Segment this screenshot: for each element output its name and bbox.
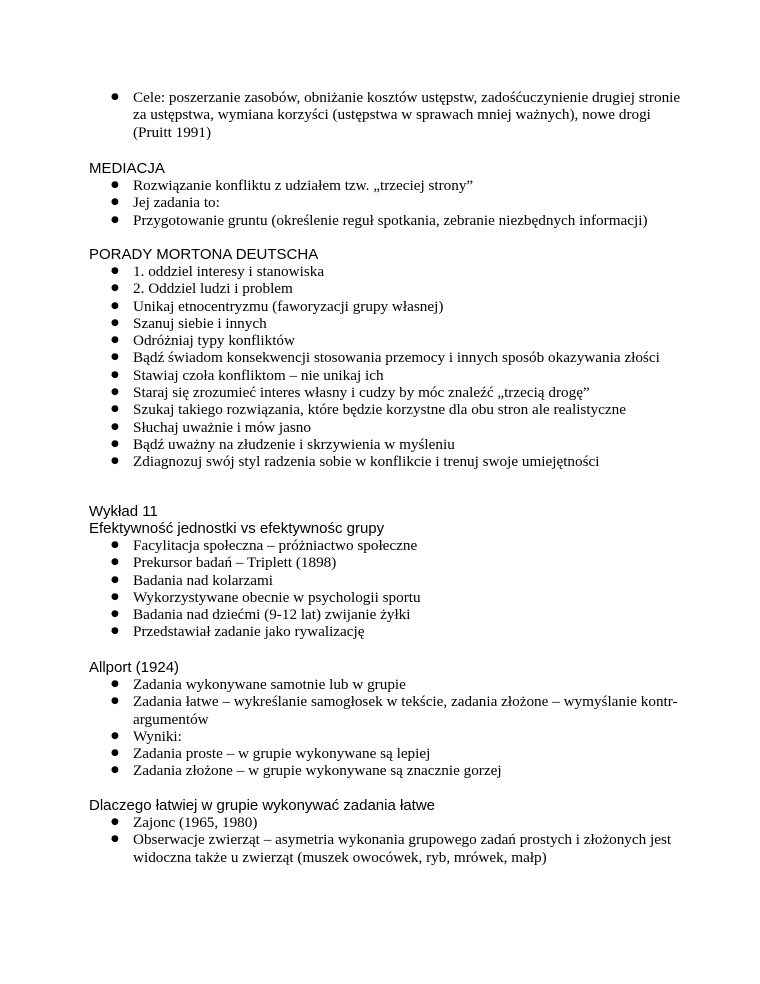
list-item: ● Przygotowanie gruntu (określenie reguł spotkania, zebranie niezbędnych informacji) <box>89 212 689 229</box>
list-item: ● Badania nad dziećmi (9-12 lat) zwijanie żyłki <box>89 606 689 623</box>
list-item: ● Cele: poszerzanie zasobów, obniżanie kosztów ustępstw, zadośćuczynienie drugiej stronie za ustępstwa, wymiana korzyści (ustępstwa w sprawach mniej ważnych), nowe drogi (Pruitt 1991) <box>89 89 689 141</box>
section-heading-allport: Allport (1924) <box>89 659 180 676</box>
list-item: ● 2. Oddziel ludzi i problem <box>89 280 689 297</box>
section-heading-porady: PORADY MORTONA DEUTSCHA <box>89 246 319 263</box>
dlaczego-section <box>89 797 689 866</box>
list-item: ● Zadania proste – w grupie wykonywane są lepiej <box>89 745 689 762</box>
list-item: ● Wykorzystywane obecnie w psychologii sportu <box>89 589 689 606</box>
list-item: ● Wyniki: <box>89 728 689 745</box>
list-item: ● Rozwiązanie konfliktu z udziałem tzw. „trzeciej strony” <box>89 177 689 194</box>
list-item: ● Stawiaj czoła konfliktom – nie unikaj ich <box>89 367 689 384</box>
list-item: ● Szukaj takiego rozwiązania, które będzie korzystne dla obu stron ale realistyczne <box>89 401 689 418</box>
list-item: ● Zdiagnozuj swój styl radzenia sobie w konflikcie i trenuj swoje umiejętności <box>89 453 689 470</box>
list-item: ● Bądź świadom konsekwencji stosowania przemocy i innych sposób okazywania złości <box>89 349 689 366</box>
list-item: ● 1. oddziel interesy i stanowiska <box>89 263 689 280</box>
section-heading-mediacja: MEDIACJA <box>89 160 165 177</box>
porady-list <box>89 263 689 471</box>
mediacja-list <box>89 177 689 229</box>
intro-list <box>89 89 689 141</box>
list-item: ● Badania nad kolarzami <box>89 572 689 589</box>
section-subheading-efektywnosc: Efektywność jednostki vs efektywnośc grupy <box>89 520 385 537</box>
list-item: ● Zadania złożone – w grupie wykonywane są znacznie gorzej <box>89 762 689 779</box>
list-item: ● Staraj się zrozumieć interes własny i cudzy by móc znaleźć „trzecią drogę” <box>89 384 689 401</box>
list-item: ● Unikaj etnocentryzmu (faworyzacji grupy własnej) <box>89 298 689 315</box>
list-item: ● Odróżniaj typy konfliktów <box>89 332 689 349</box>
list-item: ● Prekursor badań – Triplett (1898) <box>89 554 689 571</box>
list-item: ● Przedstawiał zadanie jako rywalizację <box>89 623 689 640</box>
wyklad-list <box>89 537 689 641</box>
dlaczego-list <box>89 814 689 866</box>
section-heading-wyklad: Wykład 11 <box>89 503 158 520</box>
wyklad-section <box>89 503 689 641</box>
allport-section <box>89 659 689 780</box>
list-item: ● Słuchaj uważnie i mów jasno <box>89 419 689 436</box>
list-item: ● Bądź uważny na złudzenie i skrzywienia w myśleniu <box>89 436 689 453</box>
allport-list <box>89 676 689 780</box>
list-item: ● Facylitacja społeczna – próżniactwo społeczne <box>89 537 689 554</box>
mediacja-section <box>89 160 689 229</box>
intro-section <box>89 89 689 141</box>
list-item: ● Zadania wykonywane samotnie lub w grupie <box>89 676 689 693</box>
list-item: ● Szanuj siebie i innych <box>89 315 689 332</box>
porady-section <box>89 246 689 471</box>
list-item: ● Zajonc (1965, 1980) <box>89 814 689 831</box>
section-heading-dlaczego: Dlaczego łatwiej w grupie wykonywać zadania łatwe <box>89 797 436 814</box>
list-item: ● Jej zadania to: <box>89 194 689 211</box>
list-item: ● Zadania łatwe – wykreślanie samogłosek w tekście, zadania złożone – wymyślanie kontr-argumentów <box>89 693 689 728</box>
list-item: ● Obserwacje zwierząt – asymetria wykonania grupowego zadań prostych i złożonych jest widoczna także u zwierząt (muszek owocówek, ryb, mrówek, małp) <box>89 831 689 866</box>
